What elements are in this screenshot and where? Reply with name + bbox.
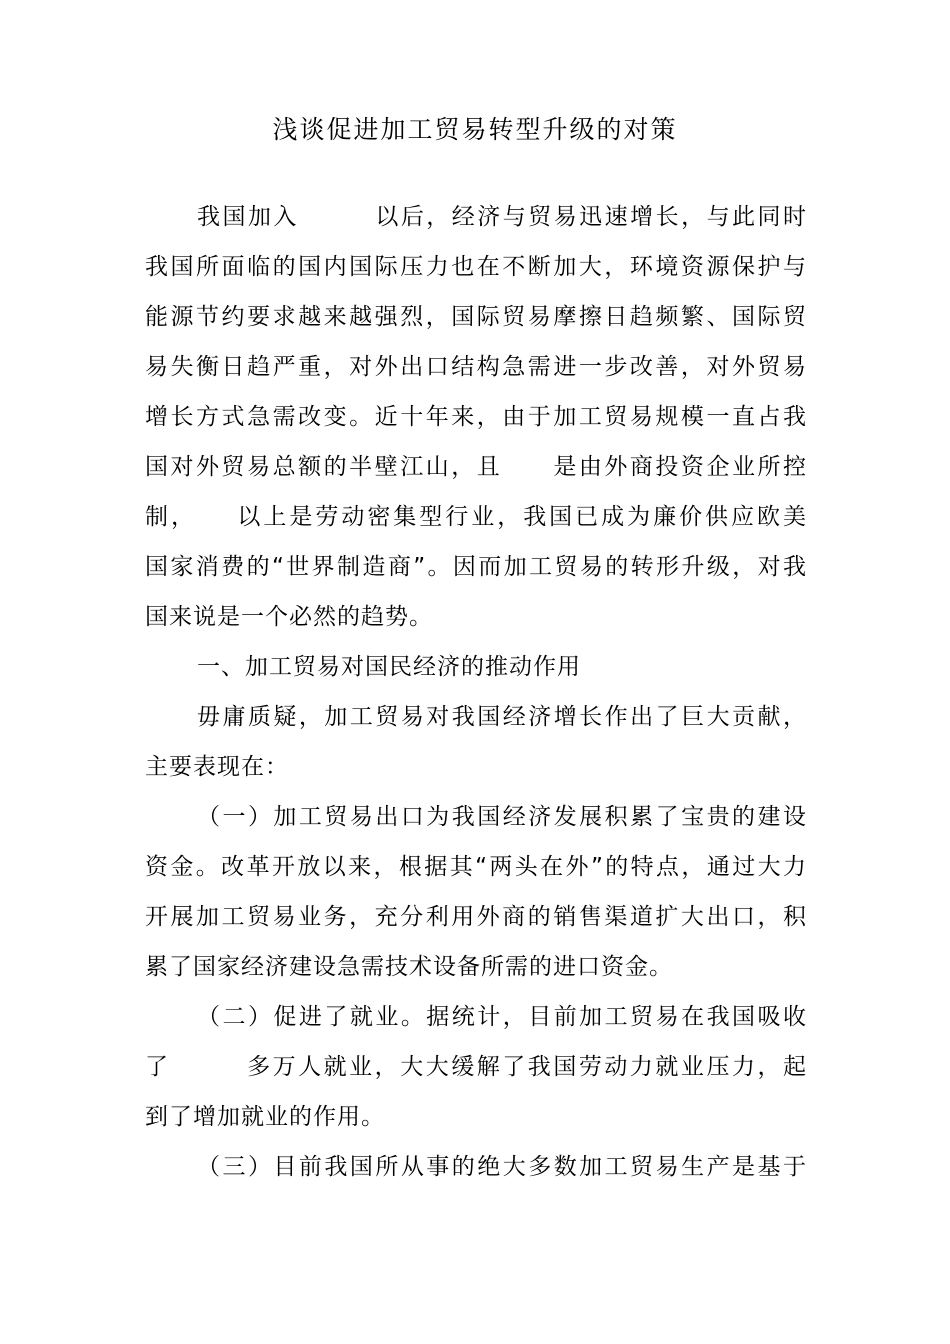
paragraph-line: 能源节约要求越来越强烈，国际贸易摩擦日趋频繁、国际贸 <box>145 304 807 330</box>
paragraph-line: （一）加工贸易出口为我国经济发展积累了宝贵的建设 <box>197 804 807 830</box>
paragraph-line: 毋庸质疑，加工贸易对我国经济增长作出了巨大贡献， <box>197 704 807 730</box>
paragraph-line: 累了国家经济建设急需技术设备所需的进口资金。 <box>145 954 673 980</box>
paragraph-line: 我国所面临的国内国际压力也在不断加大，环境资源保护与 <box>145 254 807 280</box>
paragraph-line: 国家消费的“世界制造商”。因而加工贸易的转形升级，对我 <box>145 554 807 580</box>
document-body <box>145 192 807 1192</box>
paragraph-line: 资金。改革开放以来，根据其“两头在外”的特点，通过大力 <box>145 854 807 880</box>
paragraph-line: 制， 以上是劳动密集型行业，我国已成为廉价供应欧美 <box>145 504 807 530</box>
paragraph-line: （二）促进了就业。据统计，目前加工贸易在我国吸收 <box>197 1004 807 1030</box>
paragraph-line: 开展加工贸易业务，充分利用外商的销售渠道扩大出口，积 <box>145 904 807 930</box>
paragraph-line: 国对外贸易总额的半壁江山，且 是由外商投资企业所控 <box>145 454 807 480</box>
document-title: 浅谈促进加工贸易转型升级的对策 <box>272 115 678 144</box>
paragraph-line: 易失衡日趋严重，对外出口结构急需进一步改善，对外贸易 <box>145 354 807 380</box>
paragraph-line: 到了增加就业的作用。 <box>145 1104 385 1130</box>
paragraph-line: （三）目前我国所从事的绝大多数加工贸易生产是基于 <box>197 1154 807 1180</box>
paragraph-line: 主要表现在： <box>145 754 289 780</box>
paragraph-line: 国来说是一个必然的趋势。 <box>145 604 433 630</box>
paragraph-line: 了 多万人就业，大大缓解了我国劳动力就业压力，起 <box>145 1054 807 1080</box>
section-heading: 一、加工贸易对国民经济的推动作用 <box>197 654 581 680</box>
paragraph-line: 我国加入 以后，经济与贸易迅速增长，与此同时 <box>197 204 807 230</box>
paragraph-line: 增长方式急需改变。近十年来，由于加工贸易规模一直占我 <box>145 404 807 430</box>
